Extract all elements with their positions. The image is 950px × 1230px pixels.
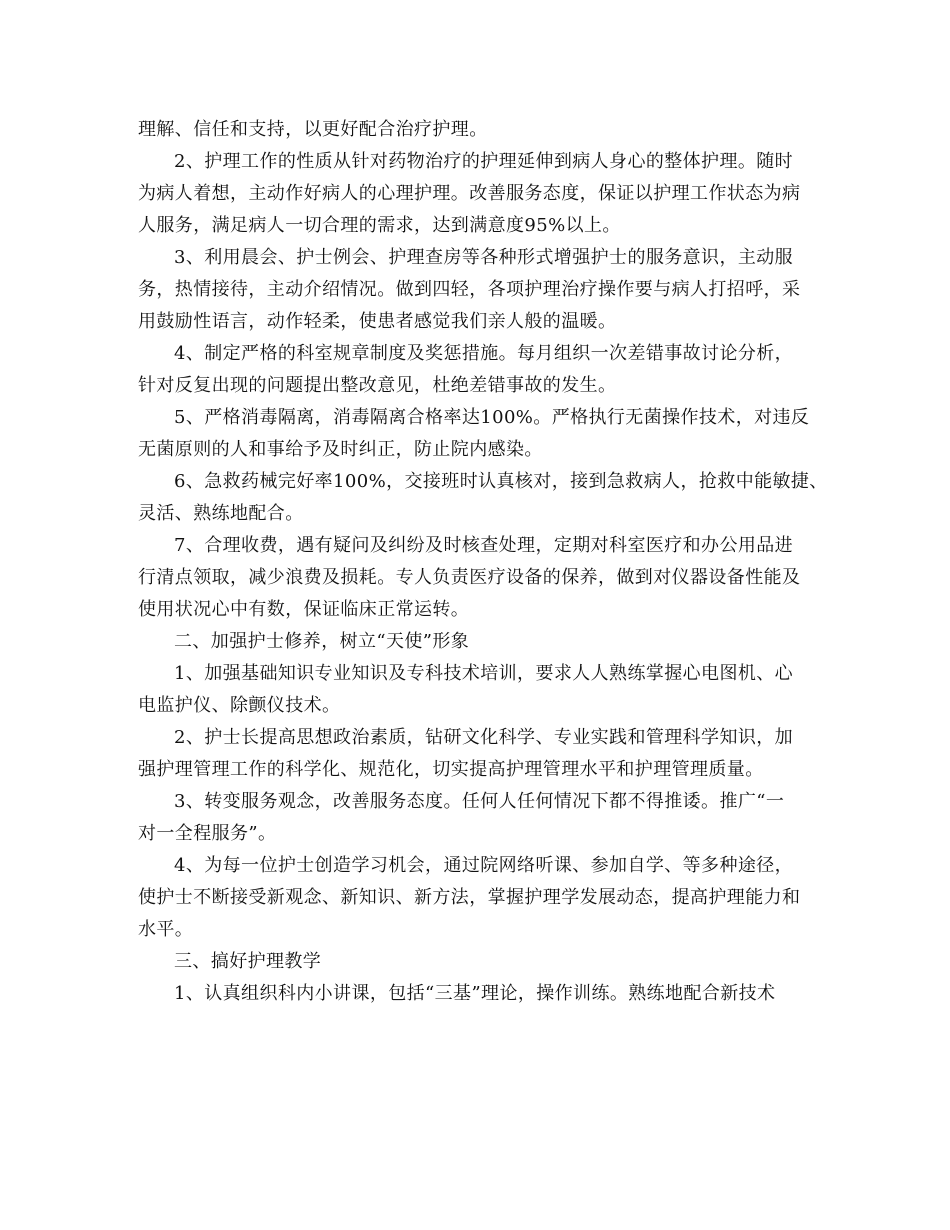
text-line: 人服务，满足病人一切合理的需求，达到满意度95%以上。 xyxy=(138,215,621,236)
text-line: 使用状况心中有数，保证临床正常运转。 xyxy=(138,599,470,620)
section-heading: 三、搞好护理教学 xyxy=(174,951,322,972)
text-line: 无菌原则的人和事给予及时纠正，防止院内感染。 xyxy=(138,439,543,460)
text-line: 5、严格消毒隔离，消毒隔离合格率达100%。严格执行无菌操作技术，对违反 xyxy=(174,407,810,428)
text-line: 4、为每一位护士创造学习机会，通过院网络听课、参加自学、等多种途径， xyxy=(174,855,794,876)
text-line: 6、急救药械完好率100%，交接班时认真核对，接到急救病人，抢救中能敏捷、 xyxy=(174,471,828,492)
text-line: 对一全程服务”。 xyxy=(138,823,277,844)
text-line: 1、加强基础知识专业知识及专科技术培训，要求人人熟练掌握心电图机、心 xyxy=(174,663,794,684)
text-line: 行清点领取，减少浪费及损耗。专人负责医疗设备的保养，做到对仪器设备性能及 xyxy=(138,567,801,588)
text-line: 7、合理收费，遇有疑问及纠纷及时核查处理，定期对科室医疗和办公用品进 xyxy=(174,535,794,556)
text-line: 2、护理工作的性质从针对药物治疗的护理延伸到病人身心的整体护理。随时 xyxy=(174,151,794,172)
text-line: 用鼓励性语言，动作轻柔，使患者感觉我们亲人般的温暖。 xyxy=(138,311,617,332)
section-heading: 二、加强护士修养，树立“天使”形象 xyxy=(174,631,470,652)
text-line: 强护理管理工作的科学化、规范化，切实提高护理管理水平和护理管理质量。 xyxy=(138,759,764,780)
text-line: 水平。 xyxy=(138,919,194,940)
text-line: 3、利用晨会、护士例会、护理查房等各种形式增强护士的服务意识，主动服 xyxy=(174,247,794,268)
text-line: 1、认真组织科内小讲课，包括“三基”理论，操作训练。熟练地配合新技术 xyxy=(174,983,776,1004)
text-line: 务，热情接待，主动介绍情况。做到四轻，各项护理治疗操作要与病人打招呼，采 xyxy=(138,279,801,300)
text-line: 4、制定严格的科室规章制度及奖惩措施。每月组织一次差错事故讨论分析， xyxy=(174,343,794,364)
text-line: 理解、信任和支持，以更好配合治疗护理。 xyxy=(138,119,488,140)
document-body xyxy=(138,114,828,1010)
text-line: 针对反复出现的问题提出整改意见，杜绝差错事故的发生。 xyxy=(138,375,617,396)
text-line: 2、护士长提高思想政治素质，钻研文化科学、专业实践和管理科学知识，加 xyxy=(174,727,794,748)
text-line: 电监护仪、除颤仪技术。 xyxy=(138,695,341,716)
text-line: 使护士不断接受新观念、新知识、新方法，掌握护理学发展动态，提高护理能力和 xyxy=(138,887,801,908)
text-line: 3、转变服务观念，改善服务态度。任何人任何情况下都不得推诿。推广“一 xyxy=(174,791,785,812)
text-line: 为病人着想，主动作好病人的心理护理。改善服务态度，保证以护理工作状态为病 xyxy=(138,183,801,204)
text-line: 灵活、熟练地配合。 xyxy=(138,503,304,524)
